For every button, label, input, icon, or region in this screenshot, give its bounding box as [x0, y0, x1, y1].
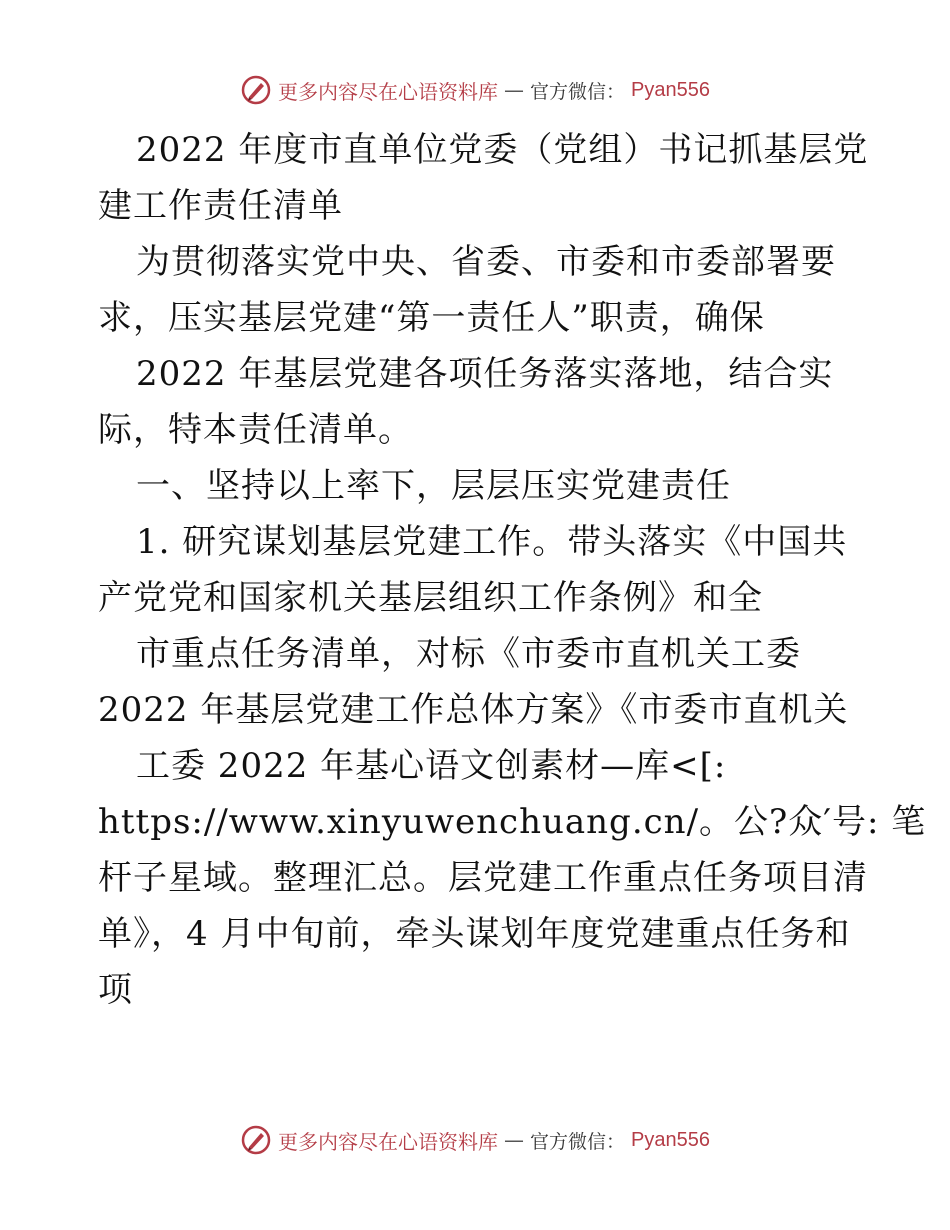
pen-in-circle-logo-icon	[240, 1124, 272, 1156]
paragraph-line: https://www.xinyuwenchuang.cn/。公?众′号: 笔	[98, 802, 927, 842]
document-title-line-2: 建工作责任清单	[98, 186, 343, 226]
paragraph-line: 项	[98, 970, 133, 1010]
document-title-line-1: 2022 年度市直单位党委（党组）书记抓基层党	[136, 130, 869, 170]
watermark-wechat-id: Pyan556	[631, 1128, 710, 1151]
section-heading: 一、坚持以上率下，层层压实党建责任	[136, 466, 731, 506]
watermark-brand-text: 更多内容尽在心语资料库	[278, 79, 498, 104]
header-watermark	[0, 70, 950, 110]
paragraph-line: 2022 年基层党建工作总体方案》《市委市直机关	[98, 690, 849, 730]
paragraph-line: 市重点任务清单，对标《市委市直机关工委	[136, 634, 801, 674]
watermark-dash: —	[504, 78, 524, 102]
document-body	[98, 122, 927, 1018]
paragraph-line: 工委 2022 年基心语文创素材—库<[:	[136, 746, 727, 786]
paragraph-line: 1. 研究谋划基层党建工作。带头落实《中国共	[136, 522, 848, 562]
pen-in-circle-logo-icon	[240, 74, 272, 106]
watermark-dash: —	[504, 1128, 524, 1152]
paragraph-line: 杆子星域。整理汇总。层党建工作重点任务项目清	[98, 858, 868, 898]
paragraph-line: 为贯彻落实党中央、省委、市委和市委部署要	[136, 242, 836, 282]
watermark-wechat-id: Pyan556	[631, 78, 710, 101]
paragraph-line: 2022 年基层党建各项任务落实落地，结合实	[136, 354, 834, 394]
footer-watermark	[0, 1120, 950, 1160]
watermark-official-label: 官方微信：	[530, 80, 626, 103]
watermark-brand-text: 更多内容尽在心语资料库	[278, 1129, 498, 1154]
paragraph-line: 求，压实基层党建“第一责任人”职责，确保	[98, 298, 765, 338]
paragraph-line: 产党党和国家机关基层组织工作条例》和全	[98, 578, 763, 618]
watermark-official-label: 官方微信：	[530, 1130, 626, 1153]
paragraph-line: 单》，4 月中旬前，牵头谋划年度党建重点任务和	[98, 914, 851, 954]
paragraph-line: 际，特本责任清单。	[98, 410, 413, 450]
